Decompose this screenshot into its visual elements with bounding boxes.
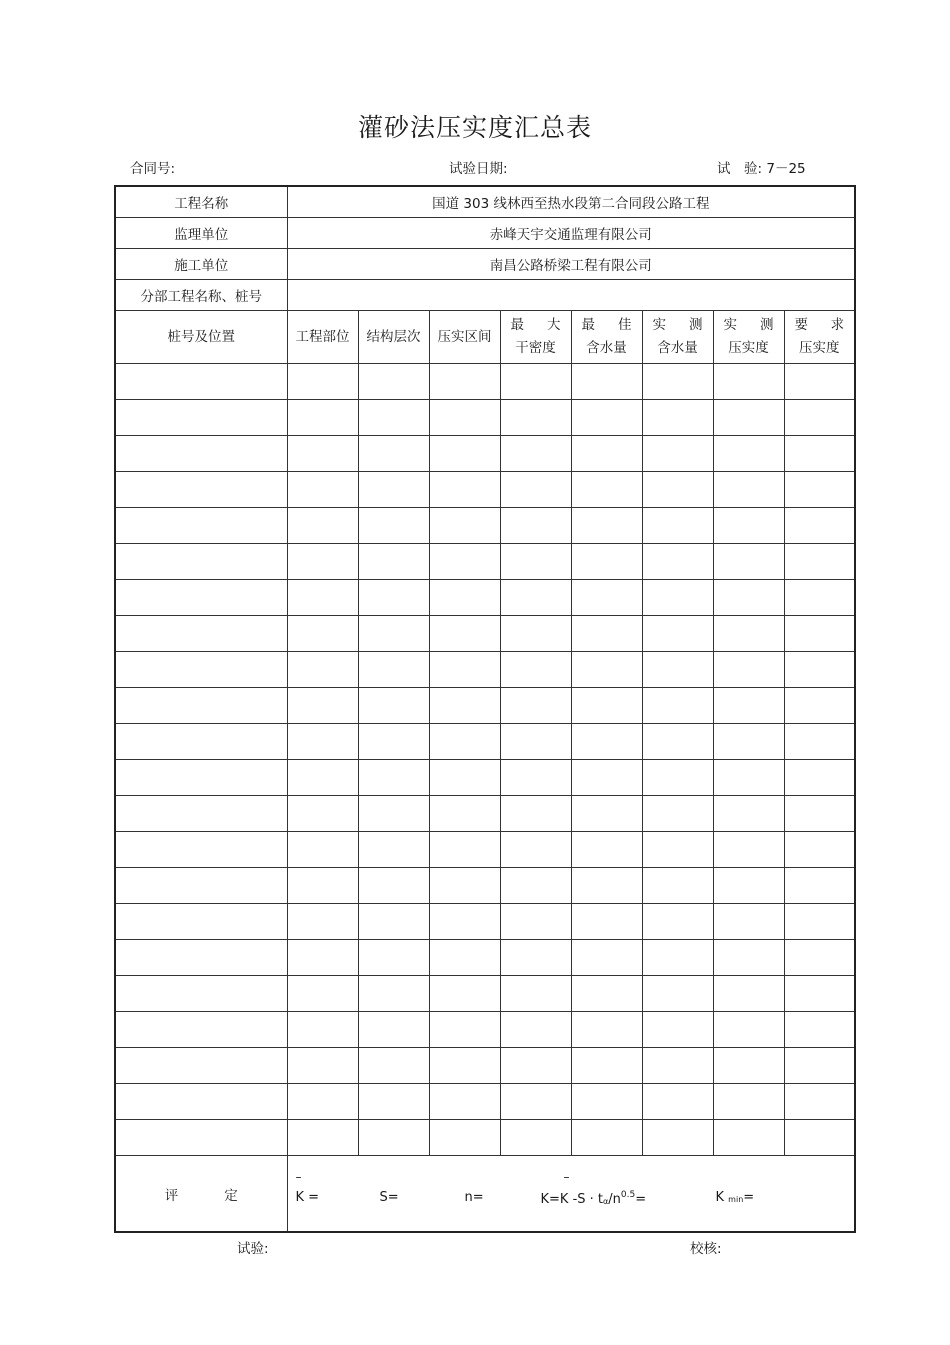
table-cell[interactable] <box>713 1120 784 1156</box>
col-measured-k-a: 实 <box>723 317 737 333</box>
project-name-label: 工程名称 <box>115 186 287 218</box>
table-cell[interactable] <box>358 796 429 832</box>
table-cell[interactable] <box>115 832 287 868</box>
test-date-label: 试验日期: <box>449 161 508 177</box>
table-cell[interactable] <box>500 1048 571 1084</box>
table-cell[interactable] <box>713 400 784 436</box>
table-row <box>115 508 855 544</box>
table-cell[interactable] <box>642 472 713 508</box>
table-cell[interactable] <box>713 616 784 652</box>
col-required-b: 求 <box>830 317 845 333</box>
table-cell[interactable] <box>358 436 429 472</box>
table-cell[interactable] <box>642 976 713 1012</box>
k-min-k: K <box>715 1190 725 1205</box>
table-cell[interactable] <box>429 724 500 760</box>
table-cell[interactable] <box>500 940 571 976</box>
table-cell[interactable] <box>500 760 571 796</box>
table-cell[interactable] <box>642 652 713 688</box>
contract-number-label: 合同号: <box>130 161 176 177</box>
table-cell[interactable] <box>642 544 713 580</box>
table-row <box>115 616 855 652</box>
table-row <box>115 436 855 472</box>
table-cell[interactable] <box>713 580 784 616</box>
table-row <box>115 1084 855 1120</box>
formula-bar-mark: – <box>563 1170 570 1184</box>
table-cell[interactable] <box>358 832 429 868</box>
table-cell[interactable] <box>571 1120 642 1156</box>
table-cell[interactable] <box>287 508 358 544</box>
table-cell[interactable] <box>500 1012 571 1048</box>
col-measured-w-c: 含水量 <box>657 340 698 356</box>
table-row <box>115 904 855 940</box>
table-cell[interactable] <box>713 544 784 580</box>
table-cell[interactable] <box>784 796 855 832</box>
data-rows <box>115 364 855 1156</box>
table-row <box>115 1120 855 1156</box>
table-cell[interactable] <box>500 544 571 580</box>
table-cell[interactable] <box>287 688 358 724</box>
col-required-compaction <box>784 311 855 364</box>
supervisor-row <box>115 218 855 249</box>
supervisor-label: 监理单位 <box>115 218 287 249</box>
test-code: 7－25 <box>766 161 806 177</box>
table-cell[interactable] <box>642 940 713 976</box>
table-cell[interactable] <box>287 976 358 1012</box>
col-measured-k-b: 测 <box>760 317 774 333</box>
table-cell[interactable] <box>713 436 784 472</box>
table-cell[interactable] <box>642 796 713 832</box>
table-cell[interactable] <box>713 832 784 868</box>
table-cell[interactable] <box>429 1048 500 1084</box>
col-layer: 结构层次 <box>358 311 429 364</box>
table-cell[interactable] <box>358 1084 429 1120</box>
tester-label: 试验: <box>237 1241 269 1257</box>
table-cell[interactable] <box>642 364 713 400</box>
col-max-density-b: 大 <box>547 317 561 333</box>
table-cell[interactable] <box>358 1120 429 1156</box>
table-cell[interactable] <box>713 364 784 400</box>
table-cell[interactable] <box>358 976 429 1012</box>
page-title: 灌砂法压实度汇总表 <box>357 113 592 142</box>
table-cell[interactable] <box>115 544 287 580</box>
table-cell[interactable] <box>571 400 642 436</box>
table-cell[interactable] <box>115 436 287 472</box>
k-bar-mark: – <box>295 1170 302 1184</box>
table-cell[interactable] <box>429 868 500 904</box>
table-cell[interactable] <box>287 868 358 904</box>
table-cell[interactable] <box>287 472 358 508</box>
table-cell[interactable] <box>784 544 855 580</box>
table-cell[interactable] <box>429 544 500 580</box>
project-name-value: 国道 303 线林西至热水段第二合同段公路工程 <box>287 186 855 218</box>
table-row <box>115 796 855 832</box>
table-cell[interactable] <box>287 832 358 868</box>
table-cell[interactable] <box>713 904 784 940</box>
table-cell[interactable] <box>358 472 429 508</box>
table-cell[interactable] <box>784 724 855 760</box>
table-cell[interactable] <box>429 1084 500 1120</box>
table-cell[interactable] <box>500 868 571 904</box>
table-cell[interactable] <box>287 940 358 976</box>
table-cell[interactable] <box>429 1012 500 1048</box>
table-row <box>115 688 855 724</box>
table-cell[interactable] <box>784 976 855 1012</box>
table-cell[interactable] <box>571 1012 642 1048</box>
test-label-text: 试 验: <box>717 161 763 177</box>
table-cell[interactable] <box>429 580 500 616</box>
col-station: 桩号及位置 <box>115 311 287 364</box>
table-cell[interactable] <box>571 1084 642 1120</box>
contractor-row <box>115 249 855 280</box>
table-cell[interactable] <box>642 760 713 796</box>
table-cell[interactable] <box>784 400 855 436</box>
table-cell[interactable] <box>500 436 571 472</box>
table-row <box>115 976 855 1012</box>
table-row <box>115 580 855 616</box>
table-cell[interactable] <box>571 688 642 724</box>
table-cell[interactable] <box>115 976 287 1012</box>
table-cell[interactable] <box>429 616 500 652</box>
table-cell[interactable] <box>287 364 358 400</box>
table-cell[interactable] <box>500 976 571 1012</box>
table-cell[interactable] <box>429 364 500 400</box>
table-cell[interactable] <box>784 508 855 544</box>
table-row <box>115 832 855 868</box>
table-cell[interactable] <box>429 904 500 940</box>
supervisor-value: 赤峰天宇交通监理有限公司 <box>287 218 855 249</box>
table-cell[interactable] <box>500 400 571 436</box>
formula-exp: 0.5 <box>620 1190 636 1200</box>
table-cell[interactable] <box>571 724 642 760</box>
table-cell[interactable] <box>713 1084 784 1120</box>
col-max-density <box>500 311 571 364</box>
table-cell[interactable] <box>571 580 642 616</box>
table-cell[interactable] <box>115 364 287 400</box>
table-cell[interactable] <box>500 580 571 616</box>
table-cell[interactable] <box>429 940 500 976</box>
col-max-density-a: 最 <box>510 317 524 333</box>
col-part: 工程部位 <box>287 311 358 364</box>
table-cell[interactable] <box>784 616 855 652</box>
table-cell[interactable] <box>642 724 713 760</box>
table-cell[interactable] <box>500 796 571 832</box>
table-cell[interactable] <box>571 832 642 868</box>
table-cell[interactable] <box>500 1084 571 1120</box>
evaluation-label: 评定 <box>115 1156 287 1233</box>
table-cell[interactable] <box>287 724 358 760</box>
table-cell[interactable] <box>571 508 642 544</box>
col-measured-compaction <box>713 311 784 364</box>
table-row <box>115 364 855 400</box>
table-cell[interactable] <box>358 652 429 688</box>
table-cell[interactable] <box>571 940 642 976</box>
table-cell[interactable] <box>713 796 784 832</box>
table-cell[interactable] <box>287 904 358 940</box>
table-cell[interactable] <box>713 868 784 904</box>
col-optimum-b: 佳 <box>618 317 632 333</box>
table-cell[interactable] <box>784 652 855 688</box>
table-cell[interactable] <box>115 688 287 724</box>
table-cell[interactable] <box>429 652 500 688</box>
table-cell[interactable] <box>358 868 429 904</box>
table-cell[interactable] <box>500 364 571 400</box>
table-cell[interactable] <box>784 472 855 508</box>
table-cell[interactable] <box>571 364 642 400</box>
sub-project-label: 分部工程名称、桩号 <box>115 280 287 311</box>
table-cell[interactable] <box>784 1084 855 1120</box>
table-cell[interactable] <box>115 1084 287 1120</box>
table-cell[interactable] <box>571 1048 642 1084</box>
table-cell[interactable] <box>642 580 713 616</box>
sub-project-row <box>115 280 855 311</box>
col-max-density-c: 干密度 <box>515 340 556 356</box>
table-cell[interactable] <box>784 868 855 904</box>
table-cell[interactable] <box>287 1120 358 1156</box>
table-cell[interactable] <box>287 616 358 652</box>
table-cell[interactable] <box>115 760 287 796</box>
table-cell[interactable] <box>429 760 500 796</box>
table-cell[interactable] <box>500 1120 571 1156</box>
checker-label: 校核: <box>690 1241 722 1257</box>
table-cell[interactable] <box>429 1120 500 1156</box>
col-measured-moisture <box>642 311 713 364</box>
column-header-row <box>115 311 855 364</box>
std-dev: S= <box>379 1190 399 1205</box>
table-cell[interactable] <box>429 688 500 724</box>
contractor-label: 施工单位 <box>115 249 287 280</box>
table-row <box>115 760 855 796</box>
table-cell[interactable] <box>642 1048 713 1084</box>
project-name-row <box>115 186 855 218</box>
table-cell[interactable] <box>115 1120 287 1156</box>
table-cell[interactable] <box>571 760 642 796</box>
table-cell[interactable] <box>115 508 287 544</box>
table-cell[interactable] <box>500 652 571 688</box>
table-cell[interactable] <box>429 796 500 832</box>
table-row <box>115 724 855 760</box>
table-cell[interactable] <box>713 724 784 760</box>
table-cell[interactable] <box>115 868 287 904</box>
table-cell[interactable] <box>358 616 429 652</box>
table-cell[interactable] <box>358 688 429 724</box>
table-cell[interactable] <box>784 940 855 976</box>
table-row <box>115 544 855 580</box>
table-cell[interactable] <box>429 436 500 472</box>
table-cell[interactable] <box>571 904 642 940</box>
evaluation-formula-cell <box>287 1156 855 1233</box>
col-measured-w-b: 测 <box>689 317 703 333</box>
k-min-sub: min <box>728 1195 744 1204</box>
table-cell[interactable] <box>642 616 713 652</box>
table-cell[interactable] <box>429 976 500 1012</box>
table-cell[interactable] <box>500 472 571 508</box>
k-min-eq: = <box>743 1190 755 1205</box>
table-cell[interactable] <box>358 904 429 940</box>
table-cell[interactable] <box>115 580 287 616</box>
table-cell[interactable] <box>642 436 713 472</box>
table-cell[interactable] <box>115 724 287 760</box>
table-cell[interactable] <box>358 724 429 760</box>
table-cell[interactable] <box>115 904 287 940</box>
table-cell[interactable] <box>358 940 429 976</box>
table-cell[interactable] <box>115 1012 287 1048</box>
table-cell[interactable] <box>713 760 784 796</box>
table-cell[interactable] <box>642 868 713 904</box>
table-cell[interactable] <box>713 508 784 544</box>
table-cell[interactable] <box>713 688 784 724</box>
table-row <box>115 400 855 436</box>
table-cell[interactable] <box>287 580 358 616</box>
table-cell[interactable] <box>784 436 855 472</box>
table-cell[interactable] <box>713 1012 784 1048</box>
table-cell[interactable] <box>571 436 642 472</box>
table-cell[interactable] <box>500 688 571 724</box>
table-cell[interactable] <box>115 616 287 652</box>
table-row <box>115 940 855 976</box>
col-optimum-a: 最 <box>581 317 595 333</box>
table-row <box>115 1012 855 1048</box>
table-row <box>115 472 855 508</box>
col-measured-k-c: 压实度 <box>728 340 769 356</box>
formula-main: K=K -S · t <box>540 1192 604 1207</box>
contractor-value: 南昌公路桥梁工程有限公司 <box>287 249 855 280</box>
col-measured-w-a: 实 <box>652 317 666 333</box>
table-cell[interactable] <box>358 760 429 796</box>
table-cell[interactable] <box>642 400 713 436</box>
table-cell[interactable] <box>713 976 784 1012</box>
table-cell[interactable] <box>358 580 429 616</box>
table-cell[interactable] <box>115 1048 287 1084</box>
col-required-a: 要 <box>794 317 808 333</box>
table-cell[interactable] <box>500 508 571 544</box>
table-cell[interactable] <box>571 472 642 508</box>
table-cell[interactable] <box>642 1012 713 1048</box>
table-row <box>115 1048 855 1084</box>
table-cell[interactable] <box>571 868 642 904</box>
k-mean: K = <box>295 1190 320 1205</box>
table-cell[interactable] <box>642 1084 713 1120</box>
table-cell[interactable] <box>358 400 429 436</box>
table-cell[interactable] <box>358 364 429 400</box>
table-cell[interactable] <box>358 544 429 580</box>
table-cell[interactable] <box>713 652 784 688</box>
formula-alpha: α <box>603 1197 609 1206</box>
table-cell[interactable] <box>115 796 287 832</box>
table-cell[interactable] <box>429 472 500 508</box>
table-cell[interactable] <box>784 1012 855 1048</box>
table-cell[interactable] <box>500 616 571 652</box>
table-cell[interactable] <box>287 1048 358 1084</box>
evaluation-row <box>115 1156 855 1233</box>
formula-eq: = <box>635 1192 647 1207</box>
table-cell[interactable] <box>287 544 358 580</box>
table-cell[interactable] <box>500 724 571 760</box>
table-cell[interactable] <box>571 616 642 652</box>
table-cell[interactable] <box>642 832 713 868</box>
table-cell[interactable] <box>571 544 642 580</box>
table-cell[interactable] <box>571 652 642 688</box>
col-optimum-c: 含水量 <box>586 340 627 356</box>
table-cell[interactable] <box>784 1120 855 1156</box>
table-cell[interactable] <box>642 508 713 544</box>
table-cell[interactable] <box>784 832 855 868</box>
table-row <box>115 652 855 688</box>
table-cell[interactable] <box>287 796 358 832</box>
table-cell[interactable] <box>642 688 713 724</box>
table-cell[interactable] <box>784 688 855 724</box>
table-cell[interactable] <box>358 1048 429 1084</box>
table-cell[interactable] <box>287 436 358 472</box>
table-cell[interactable] <box>500 832 571 868</box>
table-cell[interactable] <box>713 1048 784 1084</box>
formula-sqrt-n: /n <box>608 1192 621 1207</box>
table-cell[interactable] <box>784 760 855 796</box>
table-cell[interactable] <box>429 832 500 868</box>
table-cell[interactable] <box>287 760 358 796</box>
test-label <box>717 157 806 177</box>
table-cell[interactable] <box>429 508 500 544</box>
table-cell[interactable] <box>358 1012 429 1048</box>
table-cell[interactable] <box>115 940 287 976</box>
table-cell[interactable] <box>642 904 713 940</box>
table-cell[interactable] <box>358 508 429 544</box>
col-required-c: 压实度 <box>799 340 840 356</box>
table-cell[interactable] <box>115 652 287 688</box>
table-cell[interactable] <box>287 400 358 436</box>
k-min <box>716 1190 755 1205</box>
sample-count: n= <box>464 1190 484 1205</box>
table-cell[interactable] <box>287 652 358 688</box>
summary-table <box>114 185 856 1233</box>
table-cell[interactable] <box>429 400 500 436</box>
table-cell[interactable] <box>571 976 642 1012</box>
col-interval: 压实区间 <box>429 311 500 364</box>
table-cell[interactable] <box>500 904 571 940</box>
table-cell[interactable] <box>642 1120 713 1156</box>
table-cell[interactable] <box>784 364 855 400</box>
lower-bound-formula <box>541 1190 647 1207</box>
table-cell[interactable] <box>784 1048 855 1084</box>
table-cell[interactable] <box>115 400 287 436</box>
table-cell[interactable] <box>784 580 855 616</box>
sub-project-value[interactable] <box>287 280 855 311</box>
table-cell[interactable] <box>115 472 287 508</box>
table-cell[interactable] <box>287 1012 358 1048</box>
table-cell[interactable] <box>713 940 784 976</box>
col-optimum-moisture <box>571 311 642 364</box>
table-cell[interactable] <box>784 904 855 940</box>
table-cell[interactable] <box>287 1084 358 1120</box>
table-row <box>115 868 855 904</box>
table-cell[interactable] <box>713 472 784 508</box>
table-cell[interactable] <box>571 796 642 832</box>
